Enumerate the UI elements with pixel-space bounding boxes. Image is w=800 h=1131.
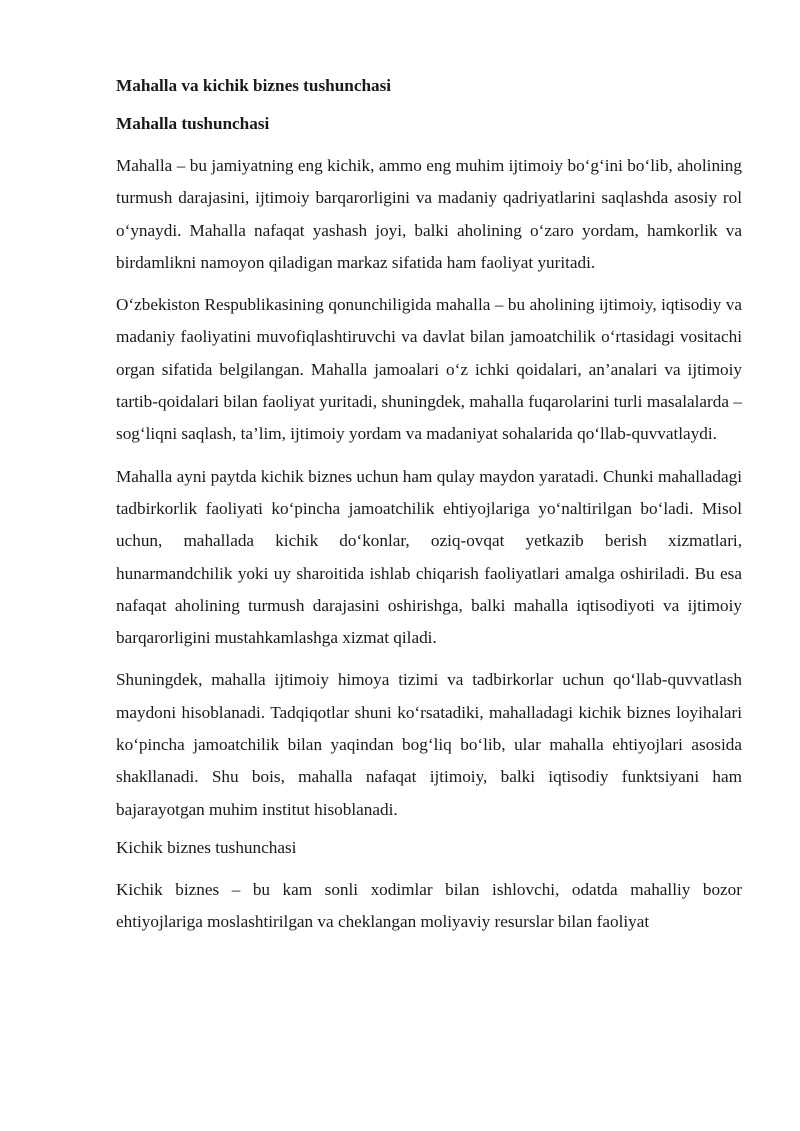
paragraph: Mahalla – bu jamiyatning eng kichik, ammo eng muhim ijtimoiy bo‘g‘ini bo‘lib, aholining turmush darajasini, ijtimoiy barqarorligini va madaniy qadriyatlarini saqlashda asosiy rol o‘ynaydi. Mahalla nafaqat yashash joyi, balki aholining o‘zaro yordam, hamkorlik va birdamlikni namoyon qiladigan markaz sifatida ham faoliyat yuritadi. [116, 156, 742, 272]
document-title: Mahalla va kichik biznes tushunchasi [116, 76, 392, 95]
paragraph: Shuningdek, mahalla ijtimoiy himoya tizimi va tadbirkorlar uchun qo‘llab-quvvatlash maydoni hisoblanadi. Tadqiqotlar shuni ko‘rsatadiki, mahalladagi kichik biznes loyihalari ko‘pincha jamoatchilik bilan yaqindan bog‘liq bo‘lib, ular mahalla ehtiyojlari asosida shakllanadi. Shu bois, mahalla nafaqat ijtimoiy, balki iqtisodiy funktsiyani ham bajarayotgan muhim institut hisoblanadi. [116, 670, 742, 819]
paragraph: Kichik biznes – bu kam sonli xodimlar bilan ishlovchi, odatda mahalliy bozor ehtiyojlariga moslashtirilgan va cheklangan moliyaviy resurslar bilan faoliyat [116, 879, 742, 932]
section-heading-kichik-biznes: Kichik biznes tushunchasi [116, 837, 297, 857]
section-heading-mahalla: Mahalla tushunchasi [116, 114, 270, 133]
document-page [116, 74, 742, 949]
paragraph: Mahalla ayni paytda kichik biznes uchun ham qulay maydon yaratadi. Chunki mahalladagi tadbirkorlik faoliyati ko‘pincha jamoatchilik ehtiyojlariga yo‘naltirilgan bo‘ladi. Misol uchun, mahallada kichik do‘konlar, oziq-ovqat yetkazib berish xizmatlari, hunarmandchilik yoki uy sharoitida ishlab chiqarish faoliyatlari amalga oshiriladi. Bu esa nafaqat aholining turmush darajasini oshirishga, balki mahalla iqtisodiyoti va ijtimoiy barqarorligini mustahkamlashga xizmat qiladi. [116, 466, 742, 648]
paragraph: O‘zbekiston Respublikasining qonunchiligida mahalla – bu aholining ijtimoiy, iqtisodiy va madaniy faoliyatini muvofiqlashtiruvchi va davlat bilan jamoatchilik o‘rtasidagi vositachi organ sifatida belgilangan. Mahalla jamoalari o‘z ichki qoidalari, an’analari va ijtimoiy tartib-qoidalari bilan faoliyat yuritadi, shuningdek, mahalla fuqarolarini turli masalalarda – sog‘liqni saqlash, ta’lim, ijtimoiy yordam va madaniyat sohalarida qo‘llab-quvvatlaydi. [116, 295, 742, 444]
